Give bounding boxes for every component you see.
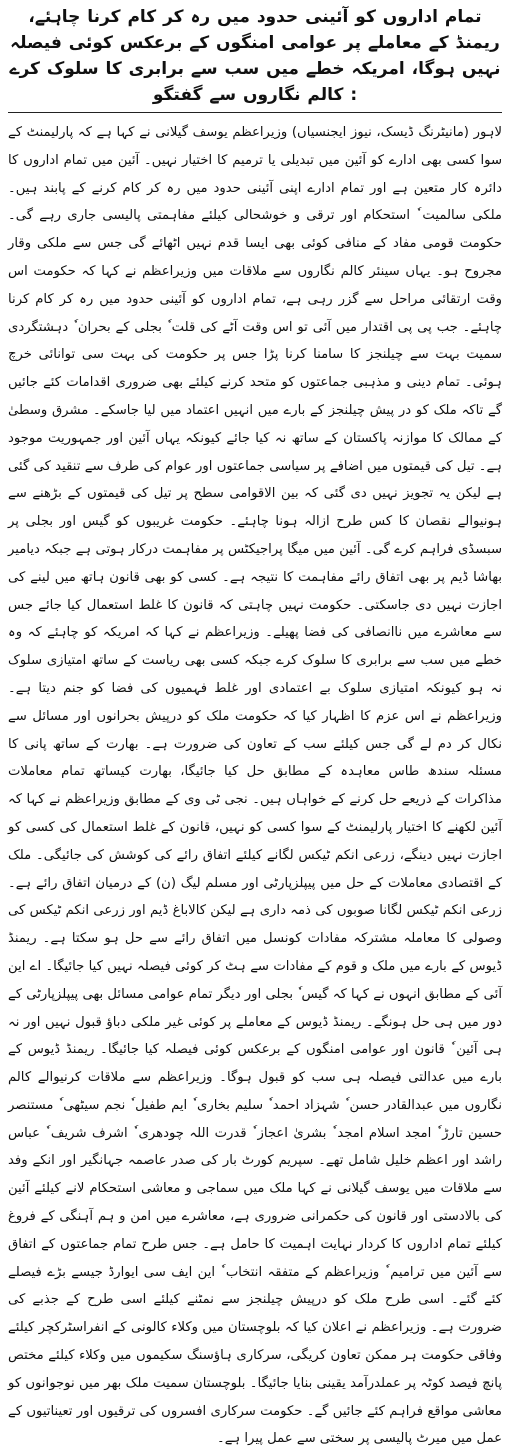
headline: تمام اداروں کو آئینی حدود میں رہ کر کام کرنا چاہئے، ریمنڈ کے معاملے پر عوامی امنگوں کے برعکس کوئی فیصلہ نہیں ہوگا، امریکہ خطے میں سب سے برابری کا سلوک کرے : کالم نگاروں سے گفتگو [9,7,501,105]
article-body: لاہور (مانیٹرنگ ڈیسک، نیوز ایجنسیاں) وزیراعظم یوسف گیلانی نے کہا ہے کہ پارلیمنٹ کے سوا کسی بھی ادارے کو آئین میں تبدیلی یا ترمیم کا اختیار نہیں۔ آئین میں تمام اداروں کا دائرہ کار متعین ہے اور تمام ادارے اپنی آئینی حدود میں رہ کر کام کرنے کے پابند ہیں۔ ملکی سالمیت ٗ استحکام اور ترقی و خوشحالی کیلئے مفاہمتی پالیسی جاری رہے گی۔ حکومت قومی مفاد کے منافی کوئی بھی ایسا قدم نہیں اٹھائے گی جس سے ملکی وقار مجروح ہو۔ یہاں سینئر کالم نگاروں سے ملاقات میں وزیراعظم نے کہا کہ حکومت اس وقت ارتقائی مراحل سے گزر رہی ہے، تمام اداروں کو آئینی حدود میں رہ کر کام کرنا چاہئے۔ جب پی پی اقتدار میں آئی تو اس وقت آٹے کی قلت ٗ بجلی کے بحران ٗ دہشتگردی سمیت بہت سے چیلنجز کا سامنا کرنا پڑا جس پر حکومت کی بہت سی توانائی خرچ ہوئی۔ تمام دینی و مذہبی جماعتوں کو متحد کرنے کیلئے بھی ضروری اقدامات کئے جائیں گے تاکہ ملک کو در پیش چیلنجز کے بارے میں انہیں اعتماد میں لیا جاسکے۔ مشرق وسطیٰ کے ممالک کا موازنہ پاکستان کے ساتھ نہ کیا جائے کیونکہ یہاں آئین اور جمہوریت موجود ہے۔ تیل کی قیمتوں میں اضافے پر سیاسی جماعتوں اور عوام کی طرف سے تنقید کی گئی ہے لیکن یہ تجویز نہیں دی گئی کہ بین الاقوامی سطح پر تیل کی قیمتوں کے بڑھنے سے ہونیوالے نقصان کا کس طرح ازالہ ہونا چاہئے۔ حکومت غریبوں کو گیس اور بجلی پر سبسڈی فراہم کرے گی۔ آئین میں میگا پراجیکٹس پر مفاہمت درکار ہوتی ہے جبکہ دیامیر بھاشا ڈیم پر بھی اتفاق رائے مفاہمت کا نتیجہ ہے۔ کسی کو بھی قانون ہاتھ میں لینے کی اجازت نہیں دی جاسکتی۔ حکومت نہیں چاہتی کہ قانون کا غلط استعمال کیا جائے جس سے معاشرے میں ناانصافی کی فضا پھیلے۔ وزیراعظم نے کہا کہ امریکہ کو چاہئے کہ وہ خطے میں سب سے برابری کا سلوک کرے جبکہ کسی بھی ریاست کے ساتھ امتیازی سلوک نہ ہو کیونکہ امتیازی سلوک بے اعتمادی اور غلط فہمیوں کی فضا کو جنم دیتا ہے۔ وزیراعظم نے اس عزم کا اظہار کیا کہ حکومت ملک کو درپیش بحرانوں اور مسائل سے نکال کر دم لے گی جس کیلئے سب کے تعاون کی ضرورت ہے۔ بھارت کے ساتھ پانی کا مسئلہ سندھ طاس معاہدہ کے مطابق حل کیا جائیگا، بھارت کیساتھ تمام معاملات مذاکرات کے ذریعے حل کرنے کے خواہاں ہیں۔ نجی ٹی وی کے مطابق وزیراعظم نے کہا کہ آئین لکھنے کا اختیار پارلیمنٹ کے سوا کسی کو نہیں، قانون کے غلط استعمال کی کسی کو اجازت نہیں دینگے، زرعی انکم ٹیکس لگانے کیلئے اتفاق رائے کی کوشش کی جائیگی۔ ملک کے اقتصادی معاملات کے حل میں پیپلزپارٹی اور مسلم لیگ (ن) کے درمیان اتفاق رائے ہے۔ زرعی انکم ٹیکس لگانا صوبوں کی ذمہ داری ہے لیکن کالاباغ ڈیم اور زرعی انکم ٹیکس کی وصولی کا معاملہ مشترکہ مفادات کونسل میں اتفاق رائے سے حل ہو سکتا ہے۔ ریمنڈ ڈیوس کے بارے میں ملک و قوم کے مفادات سے ہٹ کر کوئی فیصلہ نہیں کیا جائیگا۔ اے این آئی کے مطابق انہوں نے کہا کہ گیس ٗ بجلی اور دیگر تمام عوامی مسائل بھی پیپلزپارٹی کے دور میں ہی حل ہونگے۔ ریمنڈ ڈیوس کے معاملے پر کوئی غیر ملکی دباؤ قبول نہیں اور نہ ہی آئین ٗ قانون اور عوامی امنگوں کے برعکس کوئی فیصلہ کیا جائیگا۔ ریمنڈ ڈیوس کے بارے میں عدالتی فیصلہ ہی سب کو قبول ہوگا۔ وزیراعظم سے ملاقات کرنیوالے کالم نگاروں میں عبدالقادر حسن ٗ شہزاد احمد ٗ سلیم بخاری ٗ ایم طفیل ٗ نجم سیٹھی ٗ مستنصر حسین تارڑ ٗ امجد اسلام امجد ٗ بشریٰ اعجاز ٗ قدرت اللہ چودھری ٗ اشرف شریف ٗ عباس راشد اور اعظم خلیل شامل تھے۔ سپریم کورٹ بار کی صدر عاصمہ جہانگیر اور انکے وفد سے ملاقات میں یوسف گیلانی نے کہا ملک میں سماجی و معاشی استحکام لانے کیلئے آئین کی بالادستی اور قانون کی حکمرانی ضروری ہے، معاشرے میں امن و ہم آہنگی کے فروغ کیلئے تمام اداروں کا کردار نہایت اہمیت کا حامل ہے۔ جس طرح تمام جماعتوں کے اتفاق سے آئین میں ترامیم ٗ وزیراعظم کے متفقہ انتخاب ٗ این ایف سی ایوارڈ جیسے بڑے فیصلے کئے گئے۔ اسی طرح ملک کو درپیش چیلنجز سے نمٹنے کیلئے اسی طرح کے جذبے کی ضرورت ہے۔ وزیراعظم نے اعلان کیا کہ بلوچستان میں وکلاء کالونی کے انفراسٹرکچر کیلئے وفاقی حکومت ہر ممکن تعاون کریگی، سرکاری ہاؤسنگ سکیموں میں وکلاء کیلئے مختص پانچ فیصد کوٹہ پر عملدرآمد یقینی بنایا جائیگا۔ بلوچستان سمیت ملک بھر میں نوجوانوں کو معاشی مواقع فراہم کئے جائیں گے۔ حکومت سرکاری افسروں کی ترقیوں اور تعیناتیوں کے عمل میں میرٹ پالیسی پر سختی سے عمل پیرا ہے۔ [8,125,502,1447]
headline-divider [8,112,502,113]
